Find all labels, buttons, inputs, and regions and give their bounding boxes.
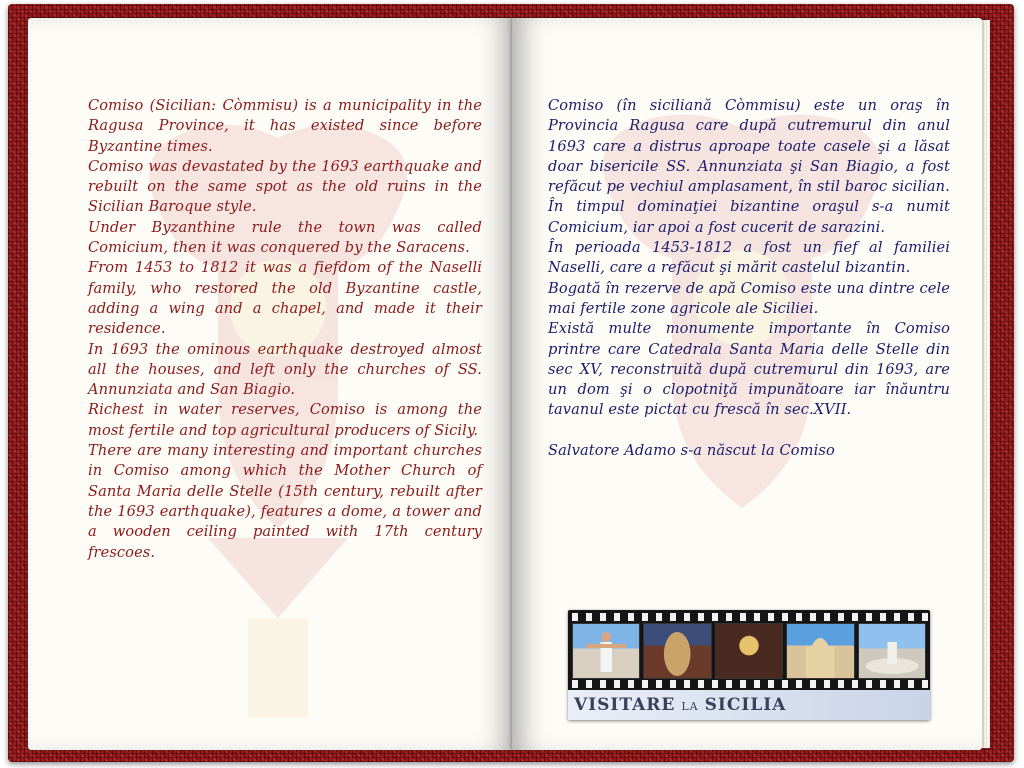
banner-word-la: LA <box>681 700 699 713</box>
photo-frames <box>572 623 926 677</box>
english-paragraph: From 1453 to 1812 it was a fiefdom of the Naselli family, who restored the old Byzantine castle, adding a wing and a chapel, and made it their residence. <box>88 259 482 338</box>
photo-frame-statue <box>643 623 711 679</box>
romanian-paragraph: În timpul dominaţiei bizantine oraşul s-a numit Comicium, iar apoi a fost cucerit de sarazini. <box>548 198 950 236</box>
english-description <box>88 96 482 563</box>
photo-frame-person <box>572 623 640 679</box>
photo-frame-madonna <box>715 623 783 679</box>
english-paragraph: In 1693 the ominous earthquake destroyed almost all the houses, and left only the churches of SS. Annunziata and San Biagio. <box>88 340 482 399</box>
english-paragraph: Under Byzanthine rule the town was called Comicium, then it was conquered by the Saracens. <box>88 218 482 257</box>
visit-sicily-banner <box>568 610 930 720</box>
banner-word-visitare: VISITARE <box>574 695 676 715</box>
film-sprockets-top <box>568 613 930 621</box>
romanian-paragraph: Există multe monumente importante în Comiso printre care Catedrala Santa Maria delle Stelle din sec XV, reconstruită după cutremurul din 1693, are un dom şi o clopotniţă impunătoare iar înăuntru tavanul este pictat cu frescă în sec.XVII. <box>548 320 950 419</box>
romanian-paragraph: Bogată în rezerve de apă Comiso este una dintre cele mai fertile zone agricole ale Siciliei. <box>548 279 950 317</box>
left-page <box>28 18 514 750</box>
blank-line <box>548 421 950 441</box>
english-paragraph: Richest in water reserves, Comiso is among the most fertile and top agricultural producers of Sicily. <box>88 401 482 439</box>
banner-caption <box>574 695 786 715</box>
photo-frame-church <box>786 623 854 679</box>
banner-caption-bar <box>568 690 930 720</box>
romanian-paragraph: Comiso (în siciliană Còmmisu) este un oraş în Provincia Ragusa care după cutremurul din anul 1693 care a distrus aproape toate casele şi a lăsat doar bisericile SS. Annunziata şi San Biagio, a fost refăcut pe vechiul amplasament, în stil baroc sicilian. <box>548 97 950 196</box>
romanian-footer-line: Salvatore Adamo s-a născut la Comiso <box>548 442 835 460</box>
right-page <box>512 18 982 750</box>
english-paragraph: There are many interesting and important churches in Comiso among which the Mother Church of Santa Maria delle Stelle (15th century, rebuilt after the 1693 earthquake), features a dome, a tower and a wooden ceiling painted with 17th century frescoes. <box>88 442 482 561</box>
romanian-paragraph: În perioada 1453-1812 a fost un fief al familiei Naselli, care a refăcut şi mărit castelul bizantin. <box>548 239 950 277</box>
romanian-description <box>548 96 950 461</box>
film-sprockets-bottom <box>568 680 930 688</box>
english-paragraph: Comiso was devastated by the 1693 earthquake and rebuilt on the same spot as the old ruins in the Sicilian Baroque style. <box>88 157 482 216</box>
photo-frame-fountain <box>858 623 926 679</box>
banner-word-sicilia: SICILIA <box>704 695 787 715</box>
english-paragraph: Comiso (Sicilian: Còmmisu) is a municipality in the Ragusa Province, it has existed since before Byzantine times. <box>88 97 482 155</box>
